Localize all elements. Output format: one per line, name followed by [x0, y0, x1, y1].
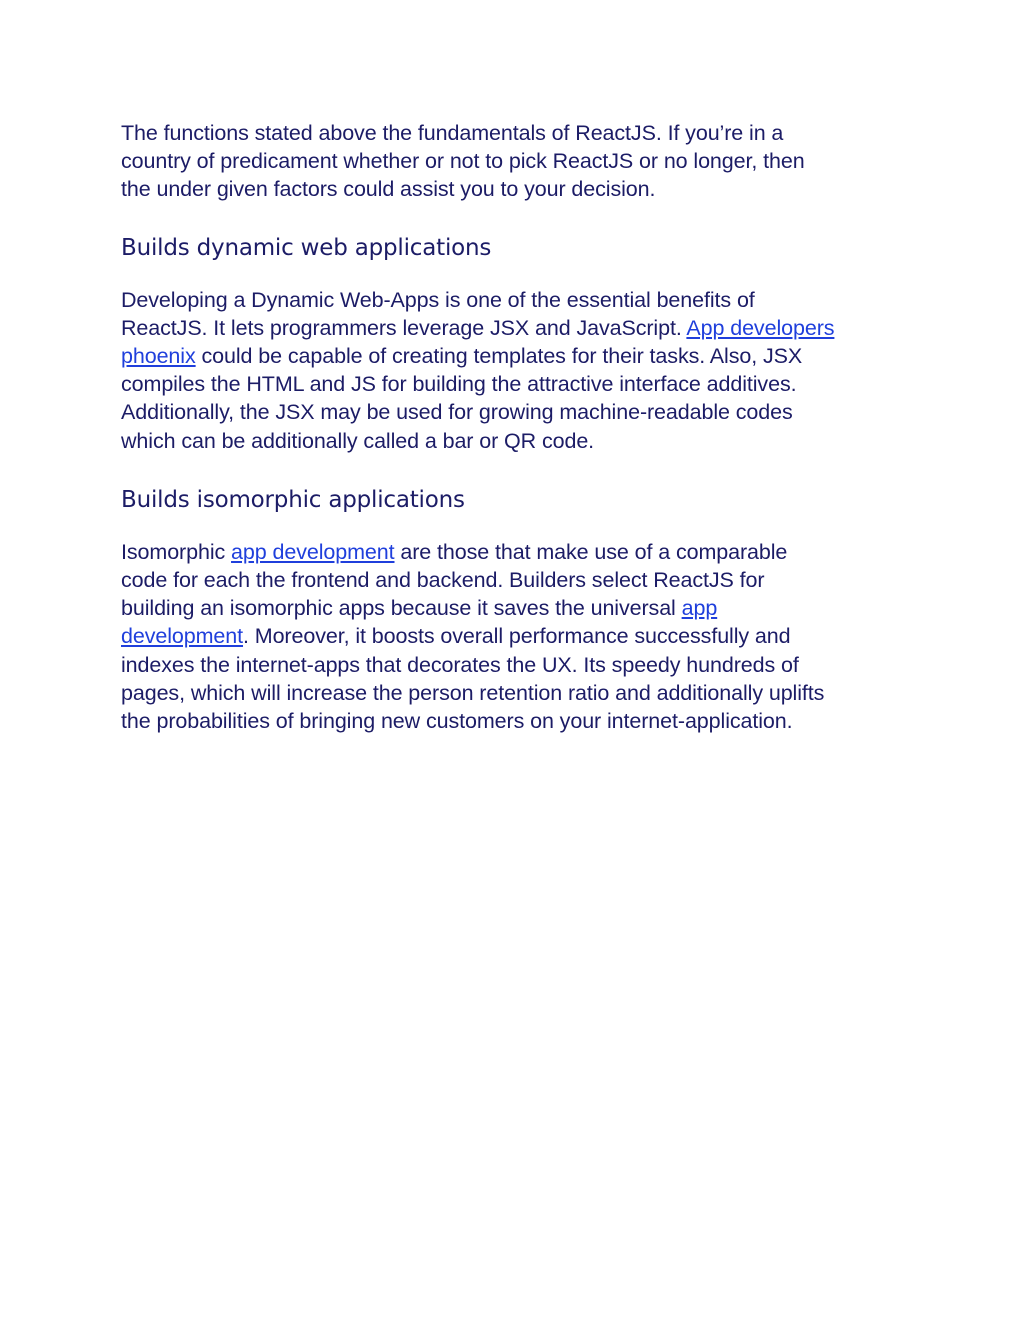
section-heading-isomorphic-applications: Builds isomorphic applications — [121, 486, 465, 513]
text-line: country of predicament whether or not to pick ReactJS or no longer, then — [121, 149, 805, 174]
app-developers-phoenix-link[interactable]: App developers — [686, 315, 835, 340]
text-line: compiles the HTML and JS for building the attractive interface additives. — [121, 372, 797, 397]
document-page — [121, 119, 911, 735]
text-span: Isomorphic — [121, 539, 226, 564]
text-line: Developing a Dynamic Web-Apps is one of the essential benefits of — [121, 287, 755, 312]
text-line: The functions stated above the fundamentals of ReactJS. If you’re in a — [121, 121, 784, 145]
text-line: Additionally, the JSX may be used for growing machine-readable codes — [121, 400, 793, 425]
app-development-link-2[interactable]: app — [681, 596, 718, 621]
text-span: could be capable of creating templates for their tasks. Also, JSX — [201, 344, 803, 369]
intro-paragraph — [121, 119, 911, 204]
dynamic-web-apps-paragraph — [121, 286, 911, 455]
text-span: ReactJS. It lets programmers leverage JSX and JavaScript. — [121, 315, 682, 340]
text-line — [121, 538, 911, 566]
text-line: indexes the internet-apps that decorates the UX. Its speedy hundreds of — [121, 652, 799, 677]
app-development-link[interactable]: app development — [231, 539, 395, 564]
app-developers-phoenix-link[interactable]: phoenix — [121, 344, 196, 369]
text-line — [121, 594, 911, 622]
text-line: pages, which will increase the person retention ratio and additionally uplifts — [121, 680, 825, 705]
section-heading-dynamic-web-applications: Builds dynamic web applications — [121, 234, 492, 261]
text-line: the probabilities of bringing new customers on your internet-application. — [121, 709, 793, 734]
isomorphic-apps-paragraph — [121, 538, 911, 735]
text-line: the under given factors could assist you to your decision. — [121, 177, 656, 202]
text-line — [121, 622, 911, 650]
text-line: which can be additionally called a bar or QR code. — [121, 428, 595, 453]
text-span: . Moreover, it boosts overall performance successfully and — [243, 624, 791, 649]
text-line: code for each the frontend and backend. Builders select ReactJS for — [121, 568, 765, 593]
app-development-link-2[interactable]: development — [121, 624, 244, 649]
text-span: are those that make use of a comparable — [400, 539, 788, 564]
text-line — [121, 314, 911, 342]
text-line — [121, 342, 911, 370]
text-span: building an isomorphic apps because it saves the universal — [121, 596, 676, 621]
